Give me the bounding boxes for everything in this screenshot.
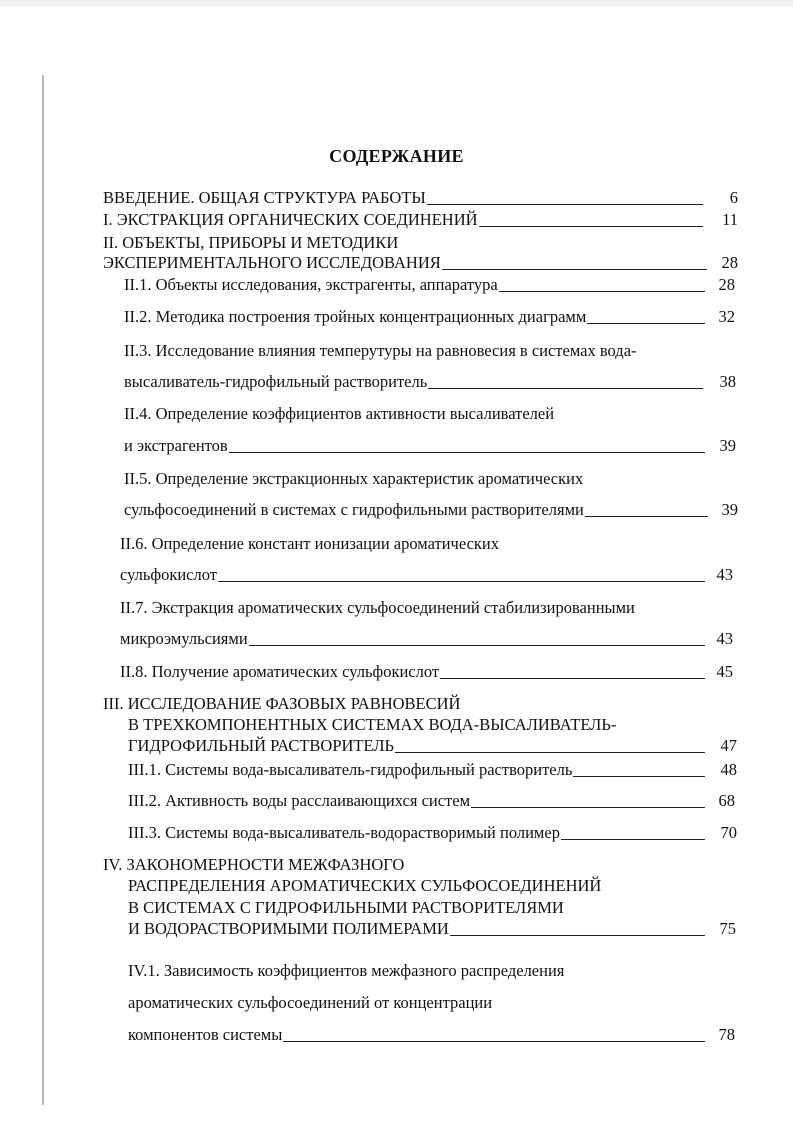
toc-entry: [128, 823, 737, 843]
toc-page-number: 32: [718, 307, 735, 326]
toc-entry: [128, 715, 740, 735]
toc-entry: [124, 500, 738, 520]
leader-line: [249, 645, 705, 646]
toc-entry-text: II.1. Объекты исследования, экстрагенты, аппаратура: [124, 275, 498, 294]
scan-top-shade: [0, 0, 793, 6]
toc-entry-text: II.6. Определение констант ионизации ароматических: [120, 534, 500, 553]
toc-entry-text: ароматических сульфосоединений от концентрации: [128, 993, 493, 1012]
toc-entry: [120, 662, 733, 682]
toc-entry-text: II.2. Методика построения тройных концентрационных диаграмм: [124, 307, 587, 326]
toc-entry: [128, 791, 735, 811]
toc-entry-text: сульфокислот: [120, 565, 217, 584]
leader-line: [218, 581, 705, 582]
toc-entry-text: III.1. Системы вода-высаливатель-гидрофильный растворитель: [128, 760, 573, 779]
toc-entry-text: микроэмульсиями: [120, 629, 248, 648]
toc-entry: [124, 404, 740, 424]
toc-entry: [103, 188, 738, 208]
toc-entry-text: В СИСТЕМАХ С ГИДРОФИЛЬНЫМИ РАСТВОРИТЕЛЯМИ: [128, 898, 564, 917]
toc-entry-text: сульфосоединений в системах с гидрофильными растворителями: [124, 500, 584, 519]
toc-entry-text: IV. ЗАКОНОМЕРНОСТИ МЕЖФАЗНОГО: [103, 855, 405, 874]
toc-page-number: 38: [719, 372, 736, 391]
toc-entry-text: III.2. Активность воды расслаивающихся систем: [128, 791, 471, 810]
toc-entry-text: И ВОДОРАСТВОРИМЫМИ ПОЛИМЕРАМИ: [128, 919, 449, 938]
leader-line: [585, 516, 708, 517]
toc-entry-text: I. ЭКСТРАКЦИЯ ОРГАНИЧЕСКИХ СОЕДИНЕНИЙ: [103, 210, 478, 229]
toc-entry-text: ЭКСПЕРИМЕНТАЛЬНОГО ИССЛЕДОВАНИЯ: [103, 253, 441, 272]
leader-line: [229, 452, 705, 453]
toc-entry-text: II.7. Экстракция ароматических сульфосоединений стабилизированными: [120, 598, 635, 617]
leader-line: [440, 678, 705, 679]
leader-line: [442, 269, 707, 270]
toc-entry: [120, 534, 740, 554]
toc-entry: [124, 275, 735, 295]
leader-line: [479, 226, 703, 227]
toc-entry: [124, 307, 735, 327]
toc-entry: [128, 898, 740, 918]
toc-page-number: 39: [721, 500, 738, 519]
leader-line: [587, 323, 705, 324]
toc-entry-text: ВВЕДЕНИЕ. ОБЩАЯ СТРУКТУРА РАБОТЫ: [103, 188, 426, 207]
toc-entry: [128, 961, 740, 981]
toc-entry: [124, 469, 740, 489]
toc-page-number: 28: [721, 253, 738, 272]
toc-entry-text: и экстрагентов: [124, 436, 228, 455]
toc-entry: [103, 855, 740, 875]
toc-entry: [120, 598, 740, 618]
leader-line: [428, 388, 703, 389]
toc-entry: [124, 436, 736, 456]
toc-entry: [103, 210, 738, 230]
toc-page-number: 68: [718, 791, 735, 810]
leader-line: [499, 291, 705, 292]
leader-line: [427, 204, 703, 205]
toc-page-number: 43: [716, 629, 733, 648]
toc-entry: [128, 736, 737, 756]
leader-line: [573, 776, 705, 777]
leader-line: [395, 752, 705, 753]
scan-left-edge: [42, 75, 44, 1105]
toc-page-number: 47: [720, 736, 737, 755]
leader-line: [471, 807, 705, 808]
toc-entry-text: III.3. Системы вода-высаливатель-водорастворимый полимер: [128, 823, 560, 842]
toc-entry-text: В ТРЕХКОМПОНЕНТНЫХ СИСТЕМАХ ВОДА-ВЫСАЛИВАТЕЛЬ-: [128, 715, 617, 734]
toc-entry: [124, 341, 740, 361]
toc-entry-text: РАСПРЕДЕЛЕНИЯ АРОМАТИЧЕСКИХ СУЛЬФОСОЕДИНЕНИЙ: [128, 876, 602, 895]
toc-entry-text: III. ИССЛЕДОВАНИЕ ФАЗОВЫХ РАВНОВЕСИЙ: [103, 694, 461, 713]
toc-entry-text: II. ОБЪЕКТЫ, ПРИБОРЫ И МЕТОДИКИ: [103, 233, 399, 252]
leader-line: [283, 1041, 705, 1042]
leader-line: [450, 935, 705, 936]
toc-entry: [128, 760, 737, 780]
toc-entry: [128, 919, 736, 939]
toc-entry: [103, 253, 738, 273]
page-title: СОДЕРЖАНИЕ: [329, 146, 464, 166]
toc-page-number: 45: [716, 662, 733, 681]
toc-entry-text: II.4. Определение коэффициентов активности высаливателей: [124, 404, 555, 423]
toc-entry-text: компонентов системы: [128, 1025, 283, 1044]
toc-entry: [128, 1025, 735, 1045]
toc-entry-text: IV.1. Зависимость коэффициентов межфазного распределения: [128, 961, 565, 980]
toc-page-number: 78: [718, 1025, 735, 1044]
toc-entry-text: ГИДРОФИЛЬНЫЙ РАСТВОРИТЕЛЬ: [128, 736, 395, 755]
toc-entry: [128, 876, 740, 896]
toc-entry: [124, 372, 736, 392]
toc-entry: [103, 233, 740, 253]
toc-page-number: 48: [720, 760, 737, 779]
toc-entry: [103, 694, 740, 714]
toc-page-number: 28: [718, 275, 735, 294]
toc-entry-text: II.8. Получение ароматических сульфокислот: [120, 662, 440, 681]
toc-page-number: 75: [719, 919, 736, 938]
toc-page-number: 43: [716, 565, 733, 584]
toc-page-number: 6: [729, 188, 738, 207]
toc-entry-text: высаливатель-гидрофильный растворитель: [124, 372, 428, 391]
toc-entry-text: II.5. Определение экстракционных характеристик ароматических: [124, 469, 584, 488]
toc-page-number: 39: [719, 436, 736, 455]
toc-entry: [120, 629, 733, 649]
toc-page-number: 70: [720, 823, 737, 842]
toc-entry-text: II.3. Исследование влияния темперутуры на равновесия в системах вода-: [124, 341, 637, 360]
toc-page-number: 11: [722, 210, 738, 229]
toc-entry: [120, 565, 733, 585]
toc-entry: [128, 993, 740, 1013]
leader-line: [561, 839, 705, 840]
